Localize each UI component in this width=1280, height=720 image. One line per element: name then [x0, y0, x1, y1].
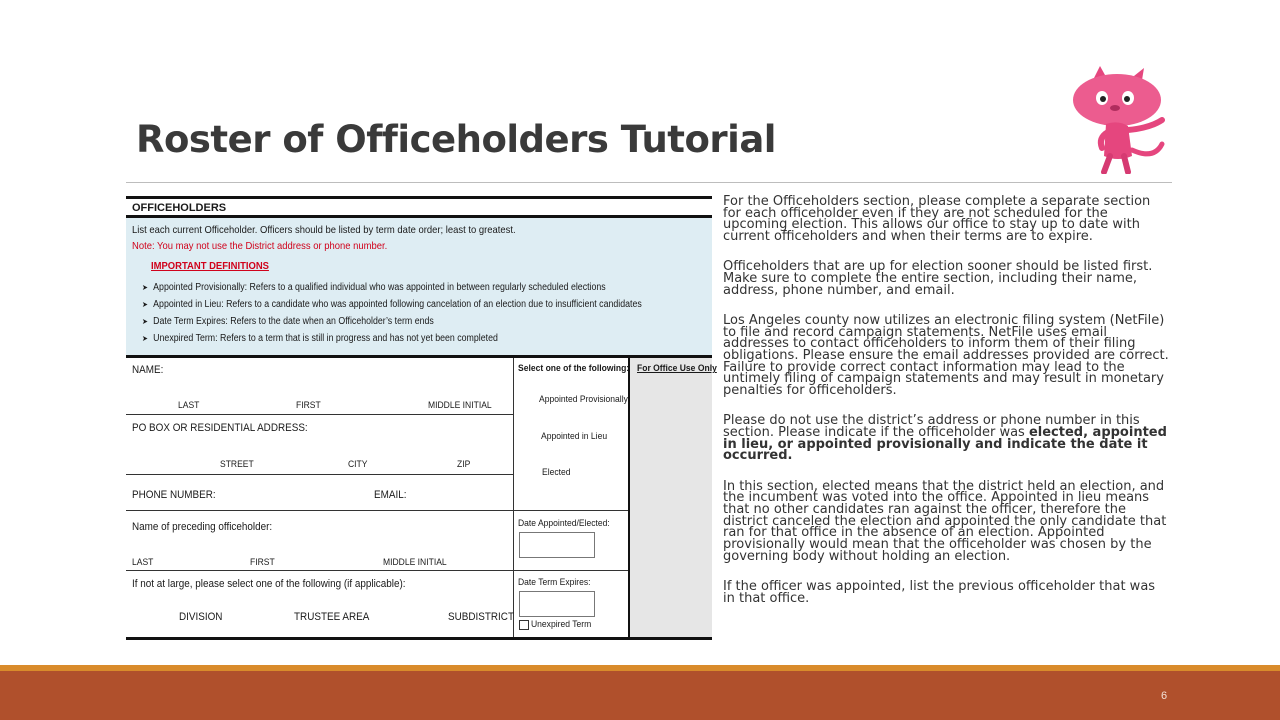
address-label: PO BOX OR RESIDENTIAL ADDRESS: [132, 422, 308, 434]
paragraph: In this section, elected means that the district held an election, and the incumbent was voted into the office. Appointed in lieu means that no other candidates ran against the officer, therefore the district canceled the election and appointed the only candidate that ran for that office in the absence of an election. Appointed provisionally would mean that the officeholder was chosen by the governing body without holding an election. [723, 478, 1167, 564]
paragraph: Los Angeles county now utilizes an electronic filing system (NetFile) to file and record campaign statements. NetFile uses email addresses to contact officeholders to inform them of their filing obligations. Please ensure the email addresses provided are correct. Failure to provide correct contact information may lead to the untimely filing of campaign statements and may result in monetary penalties for officeholders. [723, 312, 1169, 399]
mascot-image [1062, 64, 1172, 174]
date-term-expires-label: Date Term Expires: [518, 577, 591, 588]
last-label: LAST [178, 400, 200, 411]
first-label: FIRST [296, 400, 321, 411]
title-divider [126, 182, 1172, 183]
mascot-cat-icon [1073, 66, 1162, 172]
middle-initial-label: MIDDLE INITIAL [428, 400, 492, 411]
unexpired-term-checkbox [519, 620, 529, 630]
zip-label: ZIP [457, 459, 471, 470]
email-label: EMAIL: [374, 489, 407, 501]
row-divider [126, 510, 513, 511]
date-term-expires-field [519, 591, 595, 617]
district-note: Note: You may not use the District address or phone number. [132, 240, 388, 252]
paragraph: Officeholders that are up for election sooner should be listed first. Make sure to complete the entire section, including their name, address, phone number, and email. [723, 259, 1153, 298]
slide-title: Roster of Officeholders Tutorial [136, 118, 776, 161]
row-divider [126, 474, 513, 475]
first-label: FIRST [250, 557, 275, 568]
definition-item: ➤ Date Term Expires: Refers to the date when an Officeholder’s term ends [142, 316, 434, 327]
definition-item: ➤ Appointed Provisionally: Refers to a qualified individual who was appointed in between regularly scheduled elections [142, 282, 606, 293]
last-label: LAST [132, 557, 154, 568]
subdistrict-option: SUBDISTRICT [448, 611, 515, 623]
definition-item: ➤ Appointed in Lieu: Refers to a candidate who was appointed following cancelation of an election due to insufficient candidates [142, 299, 642, 310]
middle-initial-label: MIDDLE INITIAL [383, 557, 447, 568]
unexpired-term-label: Unexpired Term [531, 619, 592, 630]
explanation-text [723, 196, 1171, 623]
page-number: 6 [1160, 690, 1168, 702]
at-large-label: If not at large, please select one of the following (if applicable): [132, 578, 406, 590]
officeholders-form [126, 196, 717, 640]
division-option: DIVISION [179, 611, 223, 623]
column-divider [513, 358, 514, 637]
name-label: NAME: [132, 364, 164, 376]
paragraph-text: Please do not use the district’s address or phone number in this section. Please indicate if the officeholder was [723, 413, 1140, 441]
row-divider [513, 510, 628, 511]
trustee-area-option: TRUSTEE AREA [294, 611, 370, 623]
instruction-text: List each current Officeholder. Officers should be listed by term date order; least to greatest. [132, 224, 516, 236]
row-divider [126, 570, 628, 571]
elected-option: Elected [542, 467, 571, 478]
phone-label: PHONE NUMBER: [132, 489, 216, 501]
office-use-label: For Office Use Only [637, 363, 717, 374]
footer-bar [0, 671, 1280, 720]
form-instructions [126, 218, 712, 358]
date-appointed-label: Date Appointed/Elected: [518, 518, 610, 529]
date-appointed-field [519, 532, 595, 558]
form-header [126, 196, 712, 218]
appointed-in-lieu-option: Appointed in Lieu [541, 431, 608, 442]
paragraph: For the Officeholders section, please complete a separate section for each officeholder even if they are not scheduled for the upcoming election. This allows our office to stay up to date with current officeholders and when their terms are to expire. [723, 194, 1151, 245]
row-divider [126, 414, 513, 415]
office-use-column [629, 358, 712, 637]
city-label: CITY [348, 459, 368, 470]
form-header-label: OFFICEHOLDERS [132, 202, 227, 214]
paragraph: If the officer was appointed, list the previous officeholder that was in that office. [723, 579, 1156, 606]
column-divider [628, 358, 630, 637]
definition-item: ➤ Unexpired Term: Refers to a term that is still in progress and has not yet been completed [142, 333, 498, 344]
appointed-provisionally-option: Appointed Provisionally [539, 394, 628, 405]
definitions-title: IMPORTANT DEFINITIONS [151, 260, 269, 272]
form-fields [126, 358, 717, 640]
paragraph-bold: elected, appointed in lieu, or appointed provisionally and indicate the date it occurred. [723, 425, 1167, 464]
paragraph [723, 415, 1171, 462]
select-label: Select one of the following: [518, 363, 630, 374]
preceding-officeholder-label: Name of preceding officeholder: [132, 521, 273, 533]
street-label: STREET [220, 459, 254, 470]
